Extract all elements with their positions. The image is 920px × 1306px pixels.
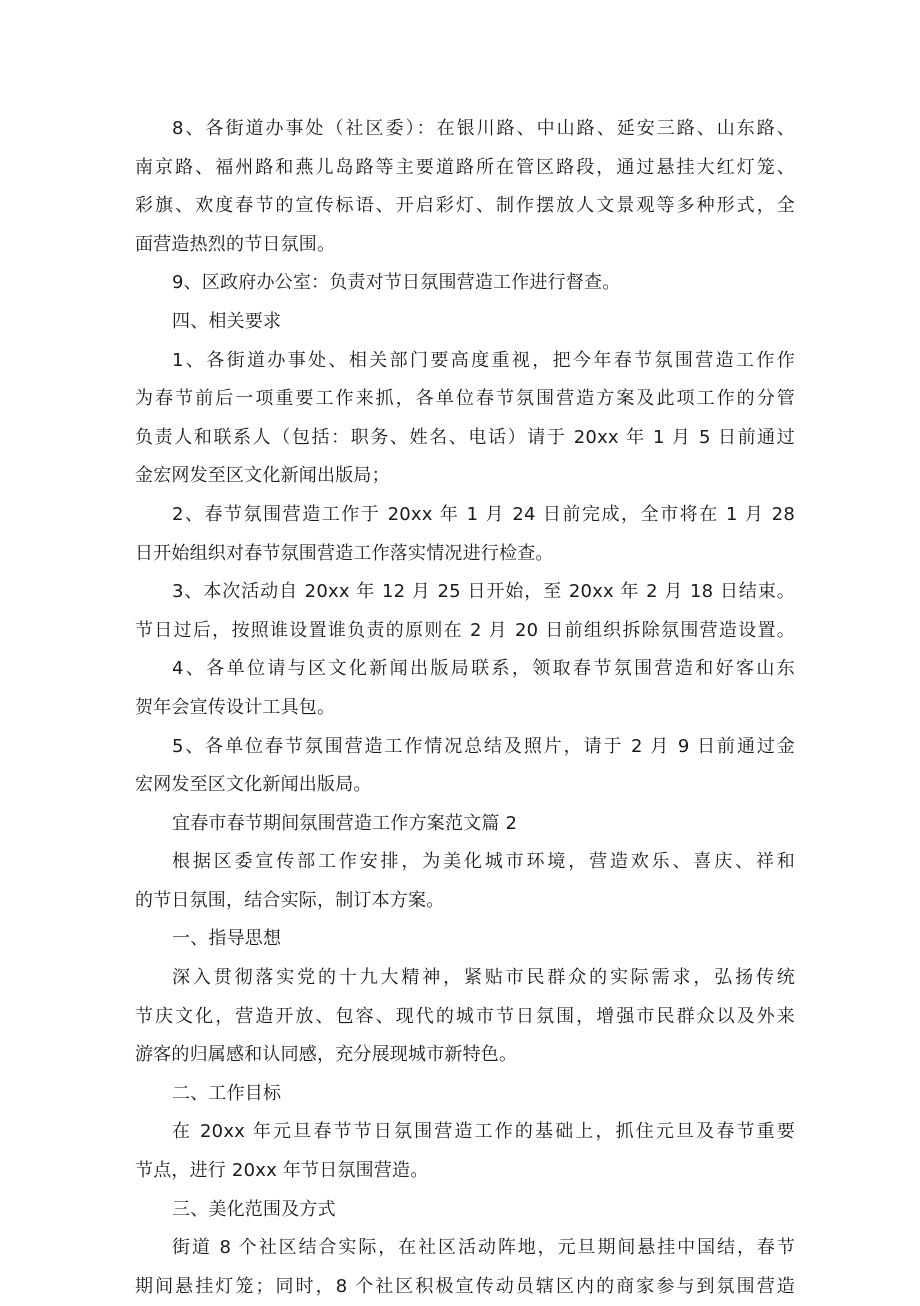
paragraph-line: 宏网发至区文化新闻出版局。 bbox=[135, 774, 372, 796]
paragraph-line: 9、区政府办公室：负责对节日氛围营造工作进行督查。 bbox=[172, 272, 621, 294]
section-heading: 三、美化范围及方式 bbox=[172, 1198, 336, 1220]
paragraph-line: 街道 8 个社区结合实际，在社区活动阵地，元旦期间悬挂中国结，春节 bbox=[172, 1237, 795, 1259]
paragraph-line: 南京路、福州路和燕儿岛路等主要道路所在管区路段，通过悬挂大红灯笼、 bbox=[135, 156, 795, 178]
paragraph-line: 彩旗、欢度春节的宣传标语、开启彩灯、制作摆放人文景观等多种形式，全 bbox=[135, 195, 795, 217]
paragraph-line: 贺年会宣传设计工具包。 bbox=[135, 696, 336, 718]
paragraph-line: 期间悬挂灯笼；同时，8 个社区积极宣传动员辖区内的商家参与到氛围营造 bbox=[135, 1275, 795, 1297]
paragraph-line: 负责人和联系人（包括：职务、姓名、电话）请于 20xx 年 1 月 5 日前通过 bbox=[135, 426, 795, 448]
paragraph-line: 5、各单位春节氛围营造工作情况总结及照片，请于 2 月 9 日前通过金 bbox=[172, 735, 795, 757]
article-title: 宜春市春节期间氛围营造工作方案范文篇 2 bbox=[172, 812, 518, 834]
section-heading: 四、相关要求 bbox=[172, 310, 282, 332]
paragraph-line: 游客的归属感和认同感，充分展现城市新特色。 bbox=[135, 1044, 518, 1066]
paragraph-line: 日开始组织对春节氛围营造工作落实情况进行检查。 bbox=[135, 542, 554, 564]
paragraph-line: 面营造热烈的节日氛围。 bbox=[135, 233, 336, 255]
section-heading: 一、指导思想 bbox=[172, 928, 282, 950]
paragraph-line: 节点，进行 20xx 年节日氛围营造。 bbox=[135, 1160, 429, 1182]
document-body bbox=[135, 110, 795, 1306]
paragraph-line: 的节日氛围，结合实际，制订本方案。 bbox=[135, 889, 445, 911]
paragraph-line: 为春节前后一项重要工作来抓，各单位春节氛围营造方案及此项工作的分管 bbox=[135, 388, 795, 410]
paragraph-line: 8、各街道办事处（社区委）：在银川路、中山路、延安三路、山东路、 bbox=[172, 118, 795, 139]
paragraph-line: 3、本次活动自 20xx 年 12 月 25 日开始，至 20xx 年 2 月 18 日结束。 bbox=[172, 581, 795, 603]
paragraph-line: 深入贯彻落实党的十九大精神，紧贴市民群众的实际需求，弘扬传统 bbox=[172, 967, 795, 989]
paragraph-line: 根据区委宣传部工作安排，为美化城市环境，营造欢乐、喜庆、祥和 bbox=[172, 851, 795, 873]
paragraph-line: 4、各单位请与区文化新闻出版局联系，领取春节氛围营造和好客山东 bbox=[172, 658, 795, 680]
paragraph-line: 1、各街道办事处、相关部门要高度重视，把今年春节氛围营造工作作 bbox=[172, 349, 795, 371]
paragraph-line: 节庆文化，营造开放、包容、现代的城市节日氛围，增强市民群众以及外来 bbox=[135, 1005, 795, 1027]
paragraph-line: 2、春节氛围营造工作于 20xx 年 1 月 24 日前完成，全市将在 1 月 28 bbox=[172, 503, 795, 525]
section-heading: 二、工作目标 bbox=[172, 1082, 282, 1104]
paragraph-line: 在 20xx 年元旦春节节日氛围营造工作的基础上，抓住元旦及春节重要 bbox=[172, 1121, 795, 1143]
paragraph-line: 金宏网发至区文化新闻出版局； bbox=[135, 465, 390, 487]
paragraph-line: 节日过后，按照谁设置谁负责的原则在 2 月 20 日前组织拆除氛围营造设置。 bbox=[135, 619, 795, 641]
